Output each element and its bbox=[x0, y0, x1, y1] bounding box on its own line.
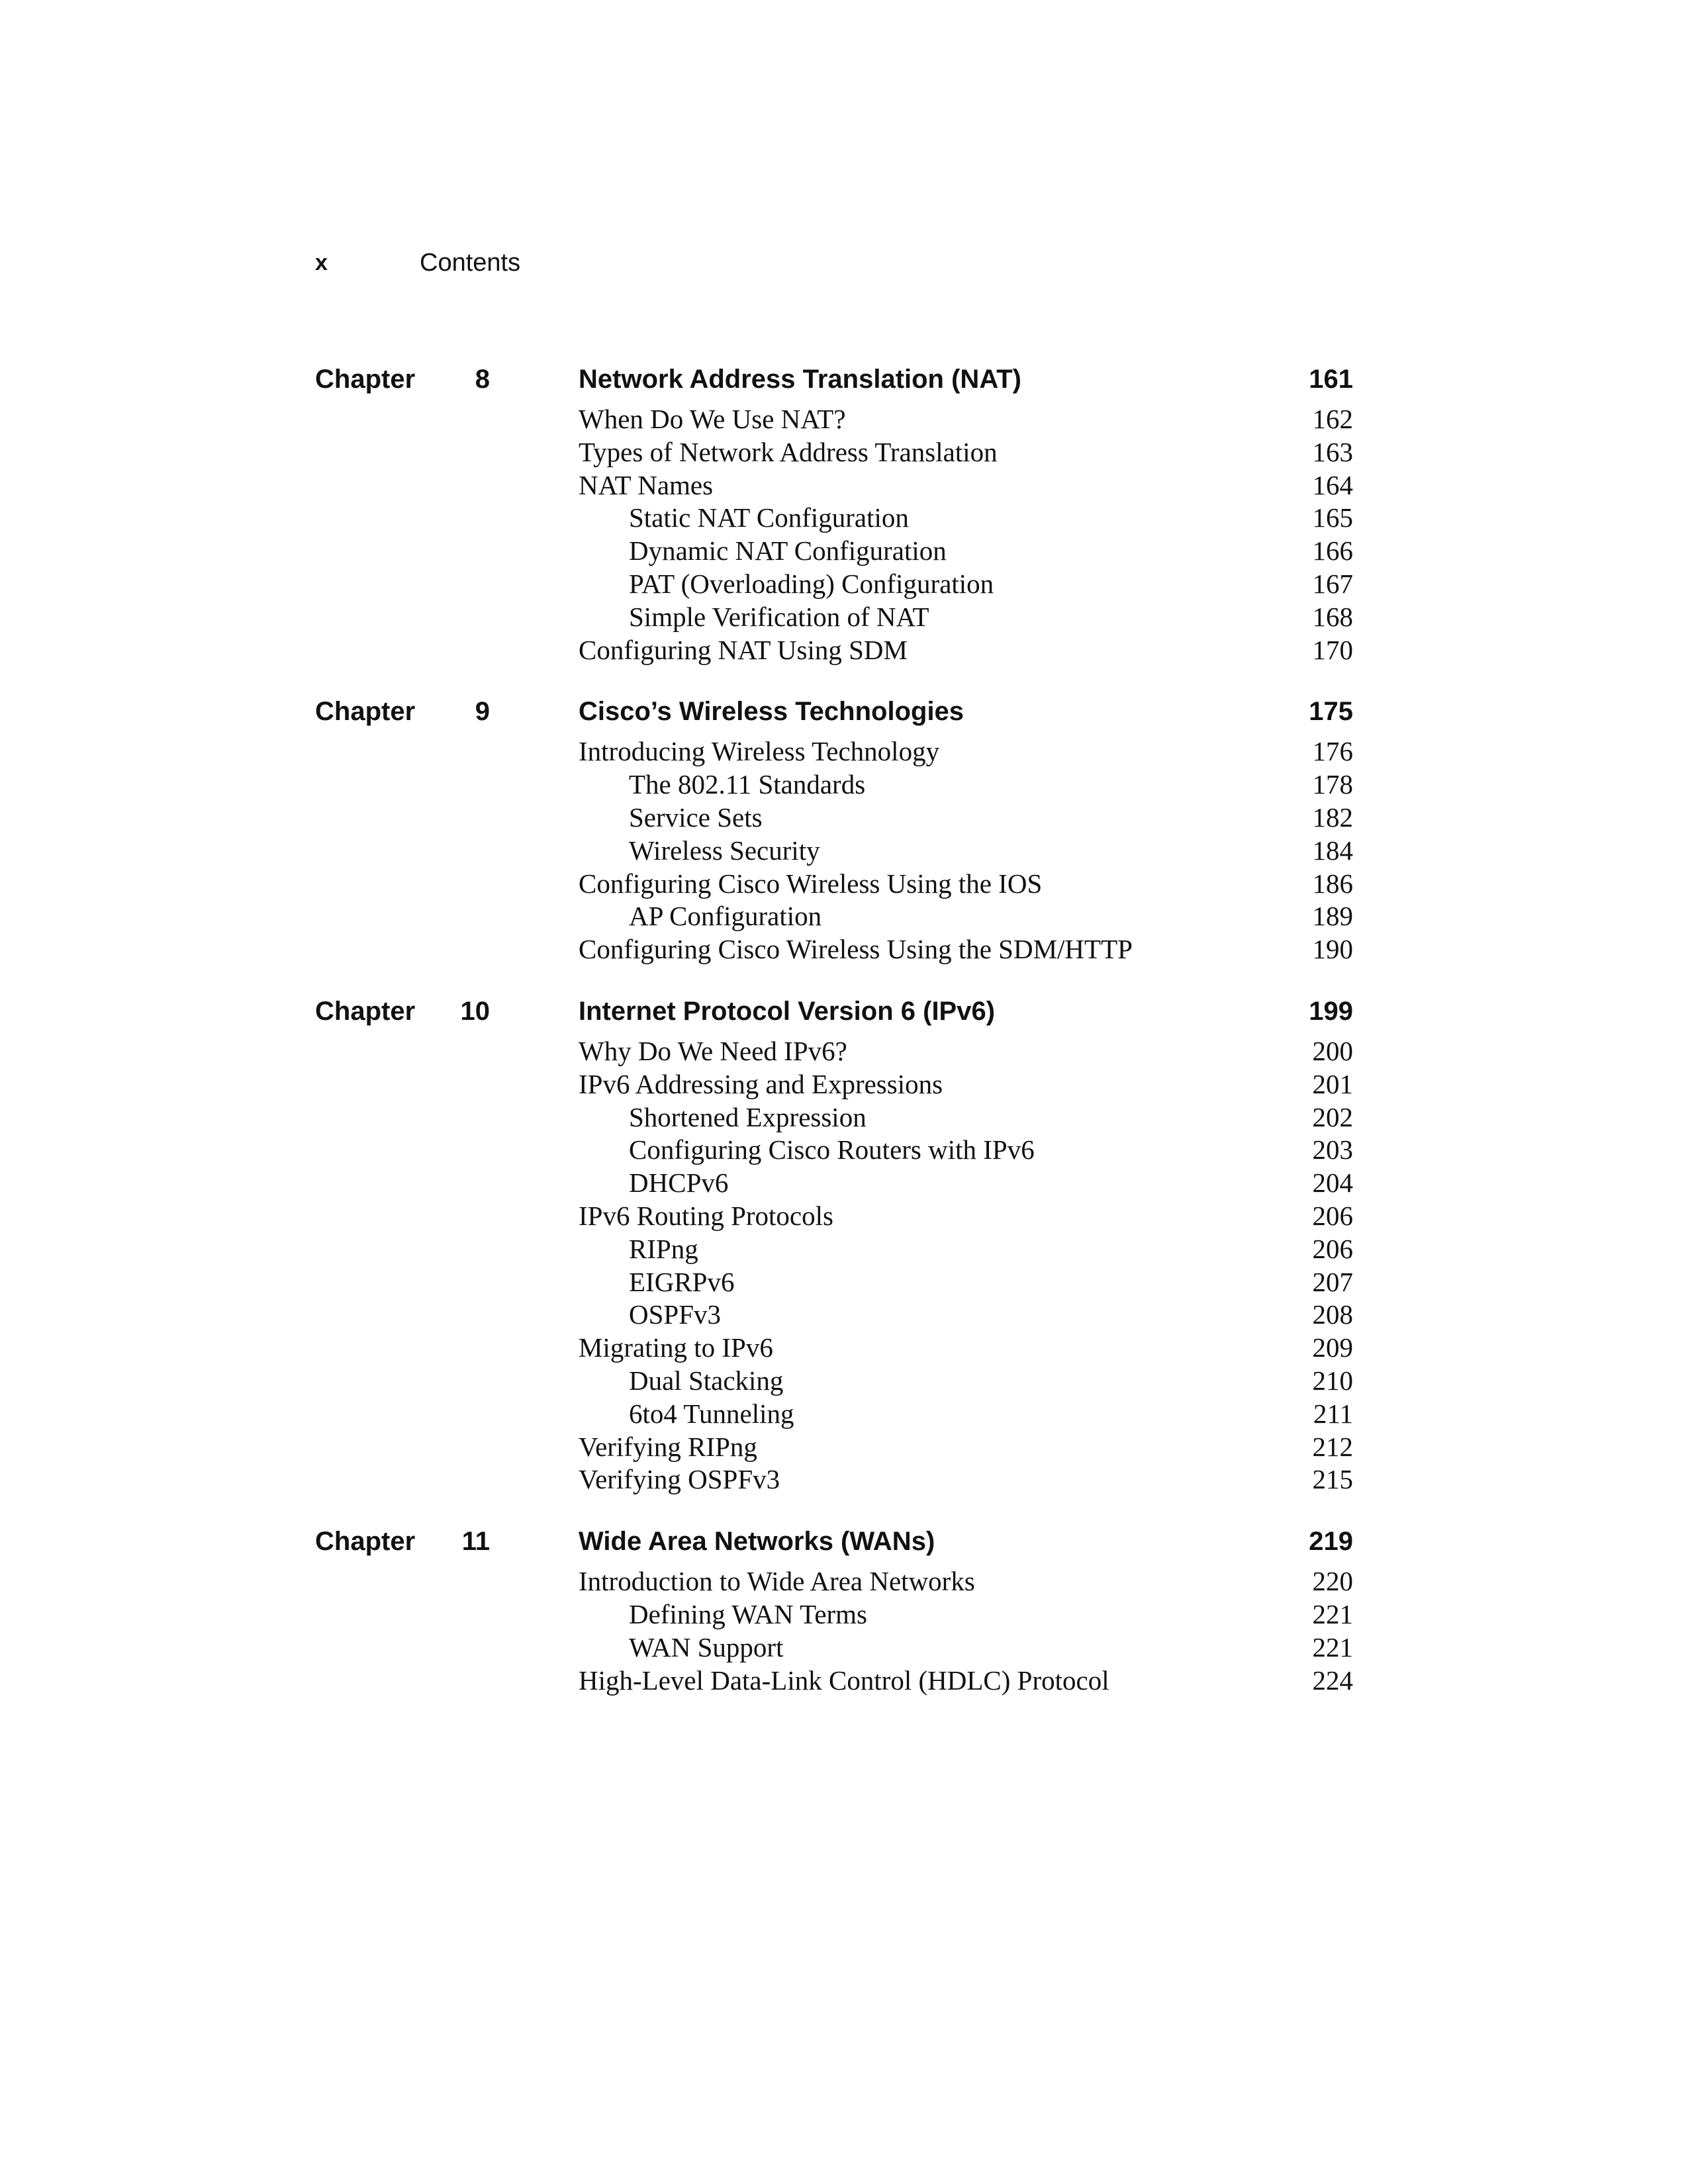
entry-title: DHCPv6 bbox=[629, 1167, 729, 1199]
entry-title: IPv6 Routing Protocols bbox=[579, 1200, 833, 1231]
entry-title: WAN Support bbox=[629, 1631, 784, 1662]
chapter-section bbox=[315, 693, 1353, 966]
entry-title: 6to4 Tunneling bbox=[629, 1398, 794, 1429]
section-entry[interactable] bbox=[315, 933, 1353, 966]
chapter-number: 9 bbox=[475, 697, 490, 727]
chapter-title: Wide Area Networks (WANs) bbox=[579, 1527, 935, 1557]
entry-title: Shortened Expression bbox=[629, 1101, 867, 1132]
section-entry[interactable] bbox=[315, 1565, 1353, 1598]
chapter-heading[interactable] bbox=[315, 361, 1353, 398]
table-of-contents bbox=[315, 361, 1353, 1723]
entry-page-number: 206 bbox=[1312, 1233, 1353, 1264]
entry-title: High-Level Data-Link Control (HDLC) Protocol bbox=[579, 1664, 1109, 1696]
subsection-entry[interactable] bbox=[315, 1101, 1353, 1134]
subsection-entry[interactable] bbox=[315, 1631, 1353, 1664]
entry-title: Configuring Cisco Wireless Using the IOS bbox=[579, 868, 1043, 899]
entry-page-number: 224 bbox=[1312, 1664, 1353, 1696]
subsection-entry[interactable] bbox=[315, 601, 1353, 634]
section-entry[interactable] bbox=[315, 1431, 1353, 1464]
section-entry[interactable] bbox=[315, 868, 1353, 901]
section-entry[interactable] bbox=[315, 403, 1353, 436]
subsection-entry[interactable] bbox=[315, 1233, 1353, 1266]
entry-page-number: 204 bbox=[1312, 1167, 1353, 1199]
entry-page-number: 166 bbox=[1312, 535, 1353, 567]
section-entry[interactable] bbox=[315, 1463, 1353, 1496]
entry-title: The 802.11 Standards bbox=[629, 769, 866, 800]
entry-page-number: 215 bbox=[1312, 1464, 1353, 1495]
subsection-entry[interactable] bbox=[315, 502, 1353, 535]
subsection-entry[interactable] bbox=[315, 1598, 1353, 1631]
entry-page-number: 170 bbox=[1312, 634, 1353, 665]
chapter-page-number: 219 bbox=[1309, 1527, 1353, 1557]
chapter-label: Chapter bbox=[315, 697, 416, 727]
entry-page-number: 207 bbox=[1312, 1266, 1353, 1297]
entry-title: Verifying OSPFv3 bbox=[579, 1464, 780, 1495]
entry-page-number: 168 bbox=[1312, 601, 1353, 632]
chapter-number: 8 bbox=[475, 365, 490, 394]
entry-page-number: 176 bbox=[1312, 736, 1353, 767]
entry-page-number: 206 bbox=[1312, 1200, 1353, 1231]
entry-page-number: 186 bbox=[1312, 868, 1353, 899]
page-folio: x bbox=[315, 250, 328, 275]
section-entry[interactable] bbox=[315, 1200, 1353, 1233]
section-list bbox=[315, 735, 1353, 966]
chapter-title: Internet Protocol Version 6 (IPv6) bbox=[579, 996, 996, 1026]
entry-page-number: 221 bbox=[1312, 1631, 1353, 1662]
entry-page-number: 184 bbox=[1312, 835, 1353, 866]
entry-page-number: 212 bbox=[1312, 1431, 1353, 1462]
chapter-page-number: 175 bbox=[1309, 697, 1353, 727]
subsection-entry[interactable] bbox=[315, 1365, 1353, 1398]
entry-title: RIPng bbox=[629, 1233, 698, 1264]
subsection-entry[interactable] bbox=[315, 801, 1353, 835]
entry-title: Configuring Cisco Wireless Using the SDM/HTTP bbox=[579, 934, 1133, 965]
entry-page-number: 201 bbox=[1312, 1068, 1353, 1099]
entry-title: Wireless Security bbox=[629, 835, 820, 866]
entry-page-number: 164 bbox=[1312, 469, 1353, 500]
section-entry[interactable] bbox=[315, 634, 1353, 667]
subsection-entry[interactable] bbox=[315, 1266, 1353, 1299]
entry-title: Configuring NAT Using SDM bbox=[579, 634, 908, 665]
chapter-title: Cisco’s Wireless Technologies bbox=[579, 697, 964, 727]
entry-title: Simple Verification of NAT bbox=[629, 601, 929, 632]
entry-title: Introducing Wireless Technology bbox=[579, 736, 940, 767]
entry-title: Why Do We Need IPv6? bbox=[579, 1035, 847, 1066]
entry-title: Dynamic NAT Configuration bbox=[629, 535, 947, 567]
entry-page-number: 189 bbox=[1312, 901, 1353, 932]
entry-title: Dual Stacking bbox=[629, 1365, 784, 1396]
subsection-entry[interactable] bbox=[315, 900, 1353, 933]
entry-title: OSPFv3 bbox=[629, 1299, 722, 1330]
entry-title: EIGRPv6 bbox=[629, 1266, 735, 1297]
section-entry[interactable] bbox=[315, 1068, 1353, 1101]
subsection-entry[interactable] bbox=[315, 768, 1353, 801]
entry-page-number: 208 bbox=[1312, 1299, 1353, 1330]
entry-title: When Do We Use NAT? bbox=[579, 404, 846, 434]
section-entry[interactable] bbox=[315, 1332, 1353, 1365]
chapter-label: Chapter bbox=[315, 1527, 416, 1557]
subsection-entry[interactable] bbox=[315, 1167, 1353, 1200]
chapter-label: Chapter bbox=[315, 996, 416, 1026]
entry-page-number: 163 bbox=[1312, 436, 1353, 467]
chapter-page-number: 199 bbox=[1309, 996, 1353, 1026]
subsection-entry[interactable] bbox=[315, 1298, 1353, 1332]
chapter-section bbox=[315, 1523, 1353, 1697]
section-list bbox=[315, 1035, 1353, 1496]
entry-page-number: 190 bbox=[1312, 934, 1353, 965]
entry-page-number: 210 bbox=[1312, 1365, 1353, 1396]
entry-title: Introduction to Wide Area Networks bbox=[579, 1566, 975, 1597]
chapter-section bbox=[315, 361, 1353, 666]
entry-title: Verifying RIPng bbox=[579, 1431, 757, 1462]
entry-title: Defining WAN Terms bbox=[629, 1598, 868, 1629]
entry-page-number: 167 bbox=[1312, 568, 1353, 599]
section-entry[interactable] bbox=[315, 1035, 1353, 1068]
entry-page-number: 211 bbox=[1313, 1398, 1353, 1429]
entry-page-number: 165 bbox=[1312, 502, 1353, 533]
entry-page-number: 221 bbox=[1312, 1598, 1353, 1629]
entry-page-number: 182 bbox=[1312, 801, 1353, 833]
chapter-number: 11 bbox=[461, 1527, 490, 1557]
entry-title: Migrating to IPv6 bbox=[579, 1332, 773, 1363]
entry-title: PAT (Overloading) Configuration bbox=[629, 568, 994, 599]
subsection-entry[interactable] bbox=[315, 1134, 1353, 1167]
entry-title: IPv6 Addressing and Expressions bbox=[579, 1068, 943, 1099]
chapter-section bbox=[315, 993, 1353, 1496]
section-entry[interactable] bbox=[315, 436, 1353, 469]
entry-page-number: 203 bbox=[1312, 1134, 1353, 1165]
entry-page-number: 202 bbox=[1312, 1101, 1353, 1132]
section-entry[interactable] bbox=[315, 1664, 1353, 1698]
entry-title: Configuring Cisco Routers with IPv6 bbox=[629, 1134, 1035, 1165]
chapter-heading[interactable] bbox=[315, 1523, 1353, 1560]
chapter-title: Network Address Translation (NAT) bbox=[579, 365, 1021, 394]
chapter-number: 10 bbox=[460, 996, 490, 1026]
subsection-entry[interactable] bbox=[315, 835, 1353, 868]
chapter-heading[interactable] bbox=[315, 993, 1353, 1030]
entry-page-number: 178 bbox=[1312, 769, 1353, 800]
section-entry[interactable] bbox=[315, 735, 1353, 768]
section-list bbox=[315, 1565, 1353, 1697]
entry-title: AP Configuration bbox=[629, 901, 822, 932]
entry-page-number: 220 bbox=[1312, 1566, 1353, 1597]
entry-page-number: 209 bbox=[1312, 1332, 1353, 1363]
section-list bbox=[315, 403, 1353, 666]
section-entry[interactable] bbox=[315, 469, 1353, 502]
entry-page-number: 200 bbox=[1312, 1035, 1353, 1066]
chapter-page-number: 161 bbox=[1309, 365, 1353, 394]
entry-title: Types of Network Address Translation bbox=[579, 436, 998, 467]
entry-page-number: 162 bbox=[1312, 404, 1353, 434]
chapter-label: Chapter bbox=[315, 365, 416, 394]
subsection-entry[interactable] bbox=[315, 1398, 1353, 1431]
subsection-entry[interactable] bbox=[315, 535, 1353, 568]
subsection-entry[interactable] bbox=[315, 568, 1353, 601]
chapter-heading[interactable] bbox=[315, 693, 1353, 730]
running-head-title: Contents bbox=[420, 249, 521, 277]
entry-title: NAT Names bbox=[579, 469, 714, 500]
entry-title: Static NAT Configuration bbox=[629, 502, 909, 533]
entry-title: Service Sets bbox=[629, 801, 763, 833]
